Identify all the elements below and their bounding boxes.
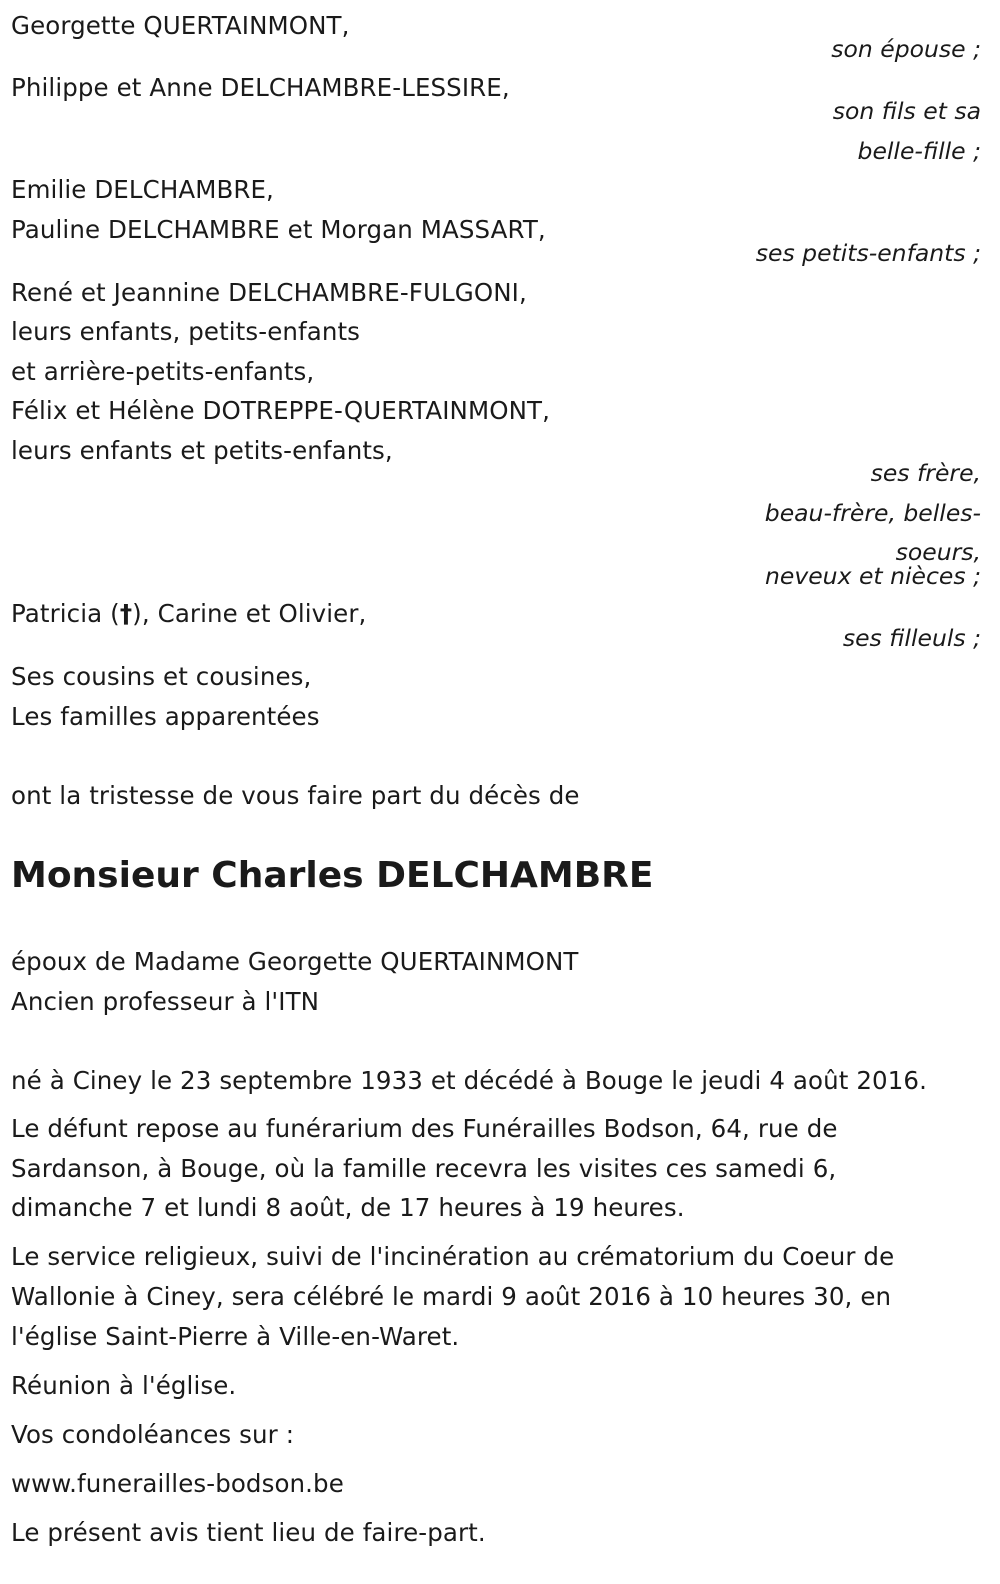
relation-son-line-1: son fils et sa: [832, 97, 981, 125]
family-line-rene-jeannine: René et Jeannine DELCHAMBRE-FULGONI,: [11, 278, 527, 307]
family-line-pauline-morgan: Pauline DELCHAMBRE et Morgan MASSART,: [11, 215, 546, 244]
family-line-their-children-2: leurs enfants et petits-enfants,: [11, 436, 393, 465]
relation-siblings-line-1: ses frère,: [870, 459, 981, 487]
deceased-spouse: époux de Madame Georgette QUERTAINMONT: [11, 947, 579, 976]
condolences-website: www.funerailles-bodson.be: [11, 1469, 344, 1498]
deceased-occupation: Ancien professeur à l'ITN: [11, 987, 320, 1016]
announcement-text: ont la tristesse de vous faire part du décès de: [11, 781, 580, 810]
service-line-1: Le service religieux, suivi de l'incinération au crématorium du Coeur de: [11, 1242, 895, 1271]
family-line-felix-helene: Félix et Hélène DOTREPPE-QUERTAINMONT,: [11, 396, 550, 425]
family-line-great-grandchildren: et arrière-petits-enfants,: [11, 357, 315, 386]
cross-icon: †: [119, 599, 133, 628]
meeting-info: Réunion à l'église.: [11, 1371, 237, 1400]
condolences-label: Vos condoléances sur :: [11, 1420, 295, 1449]
repose-line-1: Le défunt repose au funérarium des Funérailles Bodson, 64, rue de: [11, 1114, 838, 1143]
relation-grandchildren: ses petits-enfants ;: [755, 239, 981, 267]
family-line-georgette: Georgette QUERTAINMONT,: [11, 11, 350, 40]
relation-siblings-line-2: beau-frère, belles-: [764, 499, 981, 527]
family-line-their-children: leurs enfants, petits-enfants: [11, 317, 361, 346]
repose-line-2: Sardanson, à Bouge, où la famille recevra les visites ces samedi 6,: [11, 1154, 837, 1183]
notice-text: Le présent avis tient lieu de faire-part.: [11, 1518, 486, 1547]
godchildren-text-before: Patricia (: [11, 599, 120, 628]
family-line-philippe-anne: Philippe et Anne DELCHAMBRE-LESSIRE,: [11, 73, 510, 102]
birth-death-info: né à Ciney le 23 septembre 1933 et décédé à Bouge le jeudi 4 août 2016.: [11, 1066, 927, 1095]
relation-siblings-line-4: neveux et nièces ;: [764, 562, 981, 590]
family-line-related-families: Les familles apparentées: [11, 702, 320, 731]
godchildren-text-after: ), Carine et Olivier,: [132, 599, 367, 628]
relation-spouse: son épouse ;: [831, 35, 981, 63]
deceased-name: Monsieur Charles DELCHAMBRE: [11, 855, 654, 896]
relation-son-line-2: belle-fille ;: [857, 137, 981, 165]
relation-siblings-line-3: soeurs,: [895, 538, 981, 566]
service-line-2: Wallonie à Ciney, sera célébré le mardi 9 août 2016 à 10 heures 30, en: [11, 1282, 892, 1311]
relation-godchildren: ses filleuls ;: [842, 624, 981, 652]
family-line-godchildren: [11, 594, 366, 634]
family-line-cousins: Ses cousins et cousines,: [11, 662, 312, 691]
service-line-3: l'église Saint-Pierre à Ville-en-Waret.: [11, 1322, 460, 1351]
repose-line-3: dimanche 7 et lundi 8 août, de 17 heures à 19 heures.: [11, 1193, 685, 1222]
family-line-emilie: Emilie DELCHAMBRE,: [11, 175, 274, 204]
